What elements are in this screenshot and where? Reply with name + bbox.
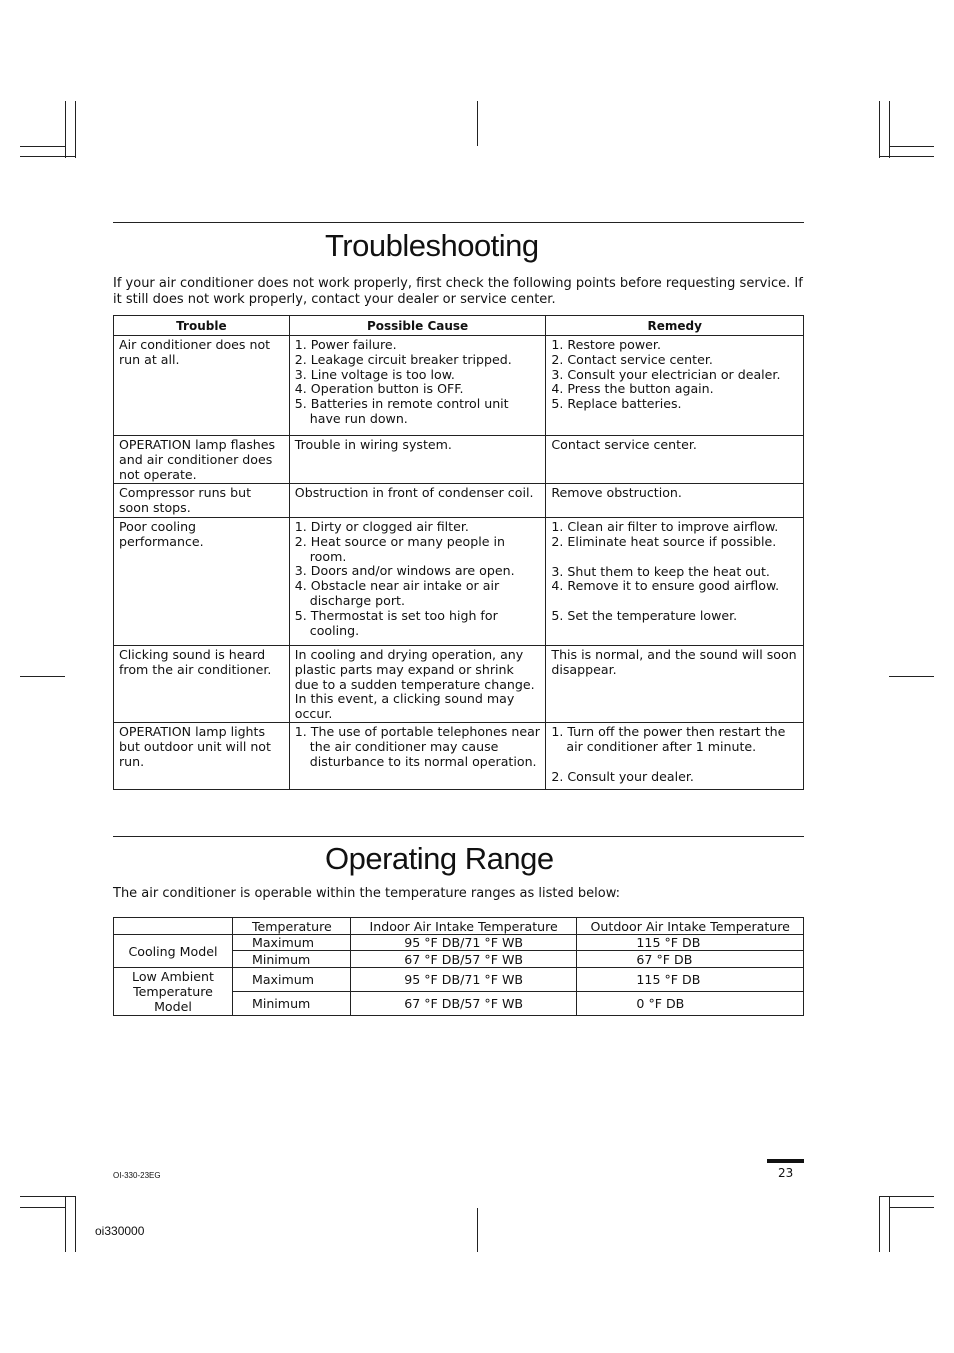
column-header: Temperature: [232, 918, 350, 935]
temperature-cell: Maximum: [232, 935, 350, 951]
trouble-cell: OPERATION lamp flashes and air conditioner does not operate.: [114, 436, 290, 484]
temperature-cell: Minimum: [232, 951, 350, 968]
temperature-cell: Maximum: [232, 968, 350, 992]
crop-mark: [20, 1196, 76, 1197]
section-rule: [113, 836, 804, 837]
column-header: Trouble: [114, 316, 290, 336]
temperature-cell: Minimum: [232, 992, 350, 1016]
table-row: [114, 336, 804, 436]
crop-mark: [477, 1208, 478, 1252]
trouble-cell: Poor cooling performance.: [114, 518, 290, 646]
page-number-bar: [767, 1159, 804, 1163]
operating-range-intro: The air conditioner is operable within the temperature ranges as listed below:: [113, 886, 621, 901]
operating-range-table: [113, 917, 804, 1016]
trouble-cell: Compressor runs but soon stops.: [114, 484, 290, 518]
outdoor-cell: 67 °F DB: [577, 951, 804, 968]
remedy-cell: This is normal, and the sound will soon disappear.: [546, 646, 804, 723]
crop-mark: [20, 1207, 66, 1208]
cause-cell: Trouble in wiring system.: [289, 436, 546, 484]
crop-mark: [65, 1196, 66, 1252]
cause-item: 2. Leakage circuit breaker tripped.: [294, 351, 512, 367]
column-header: Possible Cause: [289, 316, 546, 336]
crop-mark: [889, 676, 934, 677]
file-id: oi330000: [95, 1224, 145, 1238]
model-cell: Low Ambient Temperature Model: [114, 968, 233, 1016]
crop-mark: [75, 101, 76, 158]
outdoor-cell: 0 °F DB: [577, 992, 804, 1016]
document-code: OI-330-23EG: [113, 1171, 161, 1180]
indoor-cell: 95 °F DB/71 °F WB: [350, 968, 577, 992]
table-row: [114, 484, 804, 518]
remedy-item: 1. Turn off the power then restart the air conditioner after 1 minute.: [551, 723, 786, 754]
remedy-item: 3. Consult your electrician or dealer.: [551, 366, 781, 382]
table-row: [114, 722, 804, 789]
cause-item: 1. Dirty or clogged air filter.: [294, 519, 469, 534]
indoor-cell: 67 °F DB/57 °F WB: [350, 951, 577, 968]
table-header-row: [114, 918, 804, 935]
troubleshooting-table: [113, 315, 804, 790]
trouble-cell: Clicking sound is heard from the air conditioner.: [114, 646, 290, 723]
page-number: 23: [778, 1166, 794, 1180]
remedy-cell: [546, 518, 804, 646]
cause-item: 4. Obstacle near air intake or air discharge port.: [294, 578, 500, 608]
remedy-item: 5. Replace batteries.: [551, 396, 682, 412]
cause-item: 4. Operation button is OFF.: [294, 381, 464, 397]
table-row: [114, 518, 804, 646]
cause-item: 3. Doors and/or windows are open.: [294, 563, 515, 579]
table-row: [114, 935, 804, 951]
crop-mark: [20, 676, 65, 677]
troubleshooting-intro: If your air conditioner does not work properly, first check the following points before requesting service. If it still does not work properly, contact your dealer or service center.: [113, 276, 803, 307]
cause-cell: [289, 518, 546, 646]
crop-mark: [889, 1207, 934, 1208]
remedy-item: 4. Remove it to ensure good airflow.: [551, 578, 780, 594]
operating-range-title: Operating Range: [325, 841, 554, 876]
table-row: [114, 436, 804, 484]
remedy-cell: Remove obstruction.: [546, 484, 804, 518]
outdoor-cell: 115 °F DB: [577, 935, 804, 951]
cause-cell: [289, 336, 546, 436]
column-header: Remedy: [546, 316, 804, 336]
remedy-item: 3. Shut them to keep the heat out.: [551, 563, 770, 579]
crop-mark: [879, 1196, 880, 1252]
crop-mark: [879, 101, 880, 158]
crop-mark: [879, 1196, 934, 1197]
crop-mark: [889, 1196, 890, 1252]
remedy-item: 2. Eliminate heat source if possible.: [551, 533, 777, 549]
model-cell: Cooling Model: [114, 935, 233, 968]
remedy-item: 2. Contact service center.: [551, 351, 713, 367]
remedy-cell: Contact service center.: [546, 436, 804, 484]
cause-item: 1. Power failure.: [294, 337, 397, 352]
remedy-item: 1. Clean air filter to improve airflow.: [551, 519, 779, 534]
remedy-cell: [546, 336, 804, 436]
section-rule: [113, 222, 804, 223]
crop-mark: [879, 156, 934, 157]
outdoor-cell: 115 °F DB: [577, 968, 804, 992]
indoor-cell: 95 °F DB/71 °F WB: [350, 935, 577, 951]
cause-item: 5. Batteries in remote control unit have run down.: [294, 396, 509, 426]
cause-item: 1. The use of portable telephones near the air conditioner may cause disturbance to its normal operation.: [294, 723, 540, 769]
cause-cell: Obstruction in front of condenser coil.: [289, 484, 546, 518]
crop-mark: [477, 101, 478, 146]
column-header: Indoor Air Intake Temperature: [350, 918, 577, 935]
remedy-item: 4. Press the button again.: [551, 381, 714, 397]
remedy-item: 1. Restore power.: [551, 337, 661, 352]
crop-mark: [889, 146, 934, 147]
cause-cell: [289, 722, 546, 789]
cause-item: 5. Thermostat is set too high for cooling.: [294, 607, 498, 638]
table-row: [114, 646, 804, 723]
crop-mark: [20, 146, 66, 147]
column-header: Outdoor Air Intake Temperature: [577, 918, 804, 935]
column-header: [114, 918, 233, 935]
crop-mark: [75, 1196, 76, 1252]
remedy-item: 5. Set the temperature lower.: [551, 608, 738, 624]
crop-mark: [889, 101, 890, 158]
crop-mark: [20, 156, 76, 157]
cause-item: 3. Line voltage is too low.: [294, 366, 455, 382]
indoor-cell: 67 °F DB/57 °F WB: [350, 992, 577, 1016]
trouble-cell: OPERATION lamp lights but outdoor unit will not run.: [114, 722, 290, 789]
table-row: [114, 968, 804, 992]
table-header-row: [114, 316, 804, 336]
cause-cell: In cooling and drying operation, any plastic parts may expand or shrink due to a sudden temperature change. In this event, a clicking sound may occur.: [289, 646, 546, 723]
troubleshooting-title: Troubleshooting: [325, 228, 539, 263]
cause-item: 2. Heat source or many people in room.: [294, 533, 505, 564]
remedy-cell: [546, 722, 804, 789]
remedy-item: 2. Consult your dealer.: [551, 768, 694, 784]
crop-mark: [65, 101, 66, 158]
trouble-cell: Air conditioner does not run at all.: [114, 336, 290, 436]
